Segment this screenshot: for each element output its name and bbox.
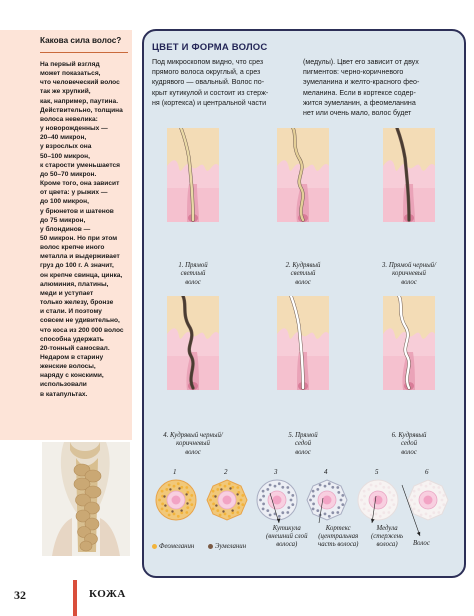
- hair-caption-line: светлый: [290, 270, 316, 278]
- cortex-label-line: часть волоса): [318, 541, 359, 549]
- sidebar-text-line: совсем не удивительно,: [40, 317, 120, 325]
- sidebar-text-line: 50 микрон. Но при этом: [40, 234, 118, 242]
- sidebar-text-line: использовали: [40, 381, 87, 389]
- intro-line: жится эумеланин, а феомеланина: [303, 98, 416, 107]
- hair-caption-line: светлый: [180, 270, 206, 278]
- hair-diagram-1: [167, 128, 219, 222]
- cuticle-label-line: волоса): [276, 541, 298, 549]
- hair-caption-line: волос: [185, 448, 201, 456]
- sidebar-text-line: что коса из 200 000 волос: [40, 326, 124, 334]
- intro-line: эумеланина и желто-красного фео-: [303, 78, 420, 87]
- cross-section-5: [357, 479, 399, 521]
- sidebar-text-line: у новорожденных —: [40, 125, 108, 133]
- sidebar-text-line: груз до 100 г. А значит,: [40, 262, 114, 270]
- sidebar-text-line: алюминия, платины,: [40, 280, 109, 288]
- sidebar-text-line: Недаром в старину: [40, 354, 104, 361]
- legend-cuticle: [266, 525, 307, 550]
- sidebar-text-line: у брюнетов и шатенов: [40, 207, 114, 215]
- sidebar-text-line: металла и выдерживает: [40, 253, 120, 261]
- sidebar-text-line: от цвета: у рыжих —: [40, 189, 108, 197]
- medulla-label-line: Медула: [376, 525, 398, 532]
- sidebar-text-line: у блондинов —: [40, 225, 91, 233]
- legend-pheomelanin: [152, 543, 194, 551]
- sidebar-text-line: На первый взгляд: [40, 61, 100, 68]
- hair-caption-line: 4. Кудрявый черный/: [163, 432, 223, 439]
- pheomelanin-dot: [152, 544, 157, 549]
- footer-accent-bar: [73, 580, 77, 616]
- legend-hair: Волос: [413, 540, 430, 547]
- section-title: КОЖА: [89, 588, 126, 600]
- medulla-label-line: волоса): [376, 541, 398, 549]
- sidebar-text-line: до 50–70 микрон.: [40, 170, 97, 178]
- sidebar-text-line: до 100 микрон,: [40, 198, 89, 206]
- pheomelanin-label: Феомеланин: [159, 543, 195, 550]
- braid-photo: [42, 442, 130, 556]
- cross-section-1: [155, 479, 197, 521]
- intro-line: крыт кутикулой и состоит из стерж-: [152, 88, 269, 97]
- hair-caption-6: [367, 432, 451, 457]
- intro-text-column-1: [152, 57, 268, 108]
- sidebar-text-line: он крепче свинца, цинка,: [40, 271, 123, 279]
- sidebar-text-line: так же хрупкий,: [40, 88, 91, 96]
- sidebar: [0, 0, 132, 616]
- sidebar-text-line: к старости уменьшается: [40, 161, 121, 169]
- panel-title: ЦВЕТ И ФОРМА ВОЛОС: [152, 42, 268, 53]
- hair-caption-line: волос: [295, 278, 311, 286]
- page-number: 32: [14, 588, 26, 602]
- cross-section-number: 2: [224, 468, 228, 476]
- sidebar-text-line: волоса невелика:: [40, 115, 98, 123]
- sidebar-title: Какова сила волос?: [40, 36, 122, 45]
- hair-caption-line: 1. Прямой: [178, 262, 208, 269]
- legend-eumelanin: [208, 543, 246, 551]
- sidebar-text-line: только железу, бронзе: [40, 299, 114, 307]
- sidebar-text-line: что человеческий волос: [40, 79, 120, 87]
- hair-caption-line: волос: [401, 448, 417, 456]
- hair-diagram-5: [277, 296, 329, 390]
- cortex-label-line: Кортекс: [325, 525, 351, 532]
- sidebar-text-line: 20–40 микрон,: [40, 134, 87, 142]
- hair-caption-line: 5. Прямой: [288, 432, 318, 439]
- hair-caption-line: седой: [400, 440, 417, 448]
- cross-section-number: 5: [375, 468, 379, 476]
- sidebar-text-line: 20-тонный самосвал.: [40, 344, 110, 352]
- sidebar-text-line: 50–100 микрон,: [40, 152, 90, 160]
- intro-line: пигментов: черно-коричневого: [303, 68, 404, 77]
- hair-caption-line: 6. Кудрявый: [391, 432, 427, 439]
- hair-diagram-2: [277, 128, 329, 222]
- eumelanin-label: Эумеланин: [215, 543, 247, 550]
- sidebar-text-line: до 75 микрон,: [40, 216, 86, 224]
- hair-caption-line: седой: [294, 440, 311, 448]
- hair-caption-line: волос: [401, 278, 417, 286]
- hair-caption-line: 3. Прямой черный/: [382, 262, 436, 269]
- intro-line: ня (кортекса) и центральной части: [152, 98, 267, 107]
- cortex-label-line: (центральная: [318, 533, 359, 541]
- cross-section-4: [306, 479, 348, 521]
- cross-section-number: 6: [425, 468, 429, 476]
- sidebar-text-line: волос крепче иного: [40, 244, 105, 252]
- intro-line: меланина. Если в кортексе содер-: [303, 88, 416, 97]
- eumelanin-dot: [208, 544, 213, 549]
- intro-text-column-2: [303, 57, 419, 118]
- sidebar-text-line: Кроме того, она зависит: [40, 180, 120, 188]
- hair-caption-line: волос: [295, 448, 311, 456]
- cross-section-6: [407, 479, 449, 521]
- hair-caption-1: [151, 262, 235, 287]
- cross-section-2: [206, 479, 248, 521]
- hair-caption-5: [261, 432, 345, 457]
- hair-caption-3: [367, 262, 451, 287]
- sidebar-text-line: и стали. И поэтому: [40, 308, 102, 316]
- sidebar-text-line: меди и уступает: [40, 289, 94, 297]
- hair-caption-line: коричневый: [176, 440, 210, 448]
- legend-medulla: [371, 525, 403, 550]
- sidebar-text-line: как, например, паутина.: [40, 97, 119, 105]
- intro-line: нет или очень мало, волос будет: [303, 109, 412, 118]
- cross-section-number: 1: [173, 468, 177, 476]
- hair-caption-line: волос: [185, 278, 201, 286]
- sidebar-text-line: в катапультах.: [40, 390, 88, 398]
- hair-diagram-6: [383, 296, 435, 390]
- intro-line: (медулы). Цвет его зависит от двух: [303, 58, 419, 66]
- hair-diagram-3: [383, 128, 435, 222]
- hair-caption-line: 2. Кудрявый: [285, 262, 321, 269]
- sidebar-text-line: Действительно, толщина: [40, 106, 123, 114]
- sidebar-text-line: женские волосы,: [40, 363, 96, 371]
- sidebar-text-line: наряду с конскими,: [40, 372, 104, 380]
- sidebar-text-line: может показаться,: [40, 70, 101, 78]
- legend-cortex: [318, 525, 358, 550]
- hair-caption-2: [261, 262, 345, 287]
- hair-diagram-4: [167, 296, 219, 390]
- medulla-label-line: (стержень: [371, 533, 404, 541]
- hair-caption-line: коричневый: [392, 270, 426, 278]
- cross-section-number: 4: [324, 468, 328, 476]
- cross-section-3: [256, 479, 298, 521]
- intro-line: Под микроскопом видно, что срез: [152, 58, 264, 66]
- sidebar-text-line: у взрослых она: [40, 143, 92, 151]
- sidebar-text: [40, 60, 132, 399]
- cuticle-label-line: (внешний слой: [266, 533, 308, 541]
- intro-line: прямого волоса округлый, а срез: [152, 68, 261, 77]
- intro-line: кудрявого — овальный. Волос по-: [152, 78, 265, 87]
- cross-section-number: 3: [274, 468, 278, 476]
- sidebar-divider: [40, 52, 128, 53]
- hair-caption-4: [151, 432, 235, 457]
- sidebar-text-line: способна удержать: [40, 335, 104, 343]
- cuticle-label-line: Кутикула: [272, 525, 301, 532]
